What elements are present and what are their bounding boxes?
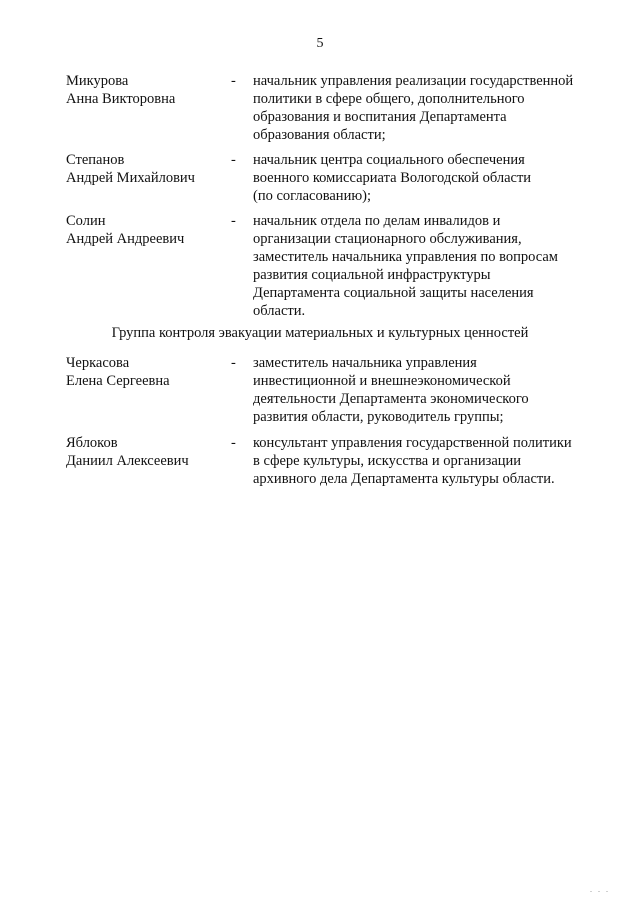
position-line: в сфере культуры, искусства и организации <box>253 453 522 469</box>
dash-separator: - <box>231 435 236 451</box>
member-position <box>253 72 598 144</box>
member-name <box>66 212 226 248</box>
member-position <box>253 354 598 426</box>
member-position <box>253 212 598 320</box>
position-line: заместитель начальника управления по вопросам <box>253 249 558 265</box>
scan-artifact: . . . <box>590 885 610 894</box>
member-given-names: Елена Сергеевна <box>66 373 170 389</box>
position-line: образования и воспитания Департамента <box>253 109 507 125</box>
position-line: консультант управления государственной политики <box>253 435 572 451</box>
member-name <box>66 72 226 108</box>
position-line: организации стационарного обслуживания, <box>253 231 522 247</box>
member-surname: Степанов <box>66 152 125 168</box>
member-surname: Яблоков <box>66 435 118 451</box>
member-surname: Микурова <box>66 73 129 89</box>
member-surname: Черкасова <box>66 355 130 371</box>
position-line: развития области, руководитель группы; <box>253 409 504 425</box>
dash-separator: - <box>231 152 236 168</box>
page-number: 5 <box>316 36 324 51</box>
position-line: Департамента социальной защиты населения <box>253 285 534 301</box>
member-surname: Солин <box>66 213 106 229</box>
member-position <box>253 151 598 205</box>
position-line: заместитель начальника управления <box>253 355 477 371</box>
position-line: начальник отдела по делам инвалидов и <box>253 213 501 229</box>
position-line: военного комиссариата Вологодской области <box>253 170 532 186</box>
member-given-names: Андрей Андреевич <box>66 231 185 247</box>
dash-separator: - <box>231 213 236 229</box>
member-name <box>66 151 226 187</box>
member-given-names: Анна Викторовна <box>66 91 176 107</box>
position-line: (по согласованию); <box>253 188 372 204</box>
member-name <box>66 434 226 470</box>
member-given-names: Даниил Алексеевич <box>66 453 189 469</box>
member-given-names: Андрей Михайлович <box>66 170 195 186</box>
position-line: образования области; <box>253 127 386 143</box>
position-line: развития социальной инфраструктуры <box>253 267 491 283</box>
member-name <box>66 354 226 390</box>
position-line: деятельности Департамента экономического <box>253 391 529 407</box>
position-line: начальник управления реализации государственной <box>253 73 574 89</box>
position-line: инвестиционной и внешнеэкономической <box>253 373 511 389</box>
position-line: начальник центра социального обеспечения <box>253 152 525 168</box>
dash-separator: - <box>231 355 236 371</box>
dash-separator: - <box>231 73 236 89</box>
group-heading: Группа контроля эвакуации материальных и культурных ценностей <box>111 325 529 341</box>
member-position <box>253 434 598 488</box>
position-line: архивного дела Департамента культуры области. <box>253 471 555 487</box>
position-line: политики в сфере общего, дополнительного <box>253 91 525 107</box>
position-line: области. <box>253 303 306 319</box>
